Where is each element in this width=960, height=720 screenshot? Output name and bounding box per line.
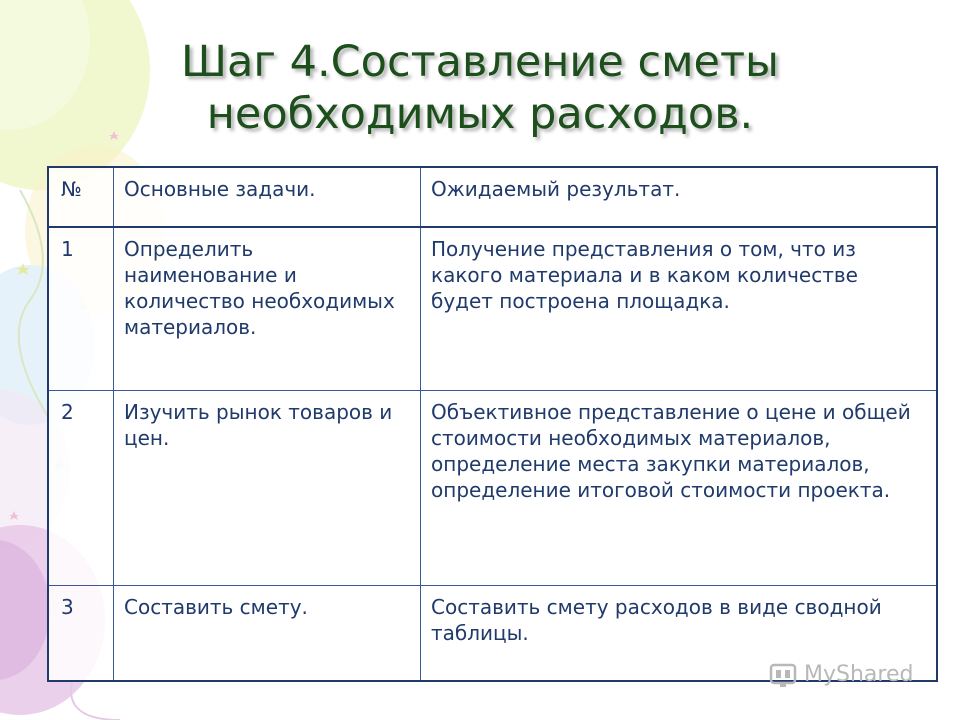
- watermark: [768, 657, 913, 691]
- row-number: 3: [48, 586, 114, 681]
- table-header-row: [48, 167, 937, 227]
- row-result: Объективное представление о цене и общей стоимости необходимых материалов, определение места закупки материалов, определение итоговой стоимости проекта.: [421, 391, 938, 586]
- row-result: Составить смету расходов в виде сводной таблицы.: [421, 586, 938, 681]
- table-row: [48, 227, 937, 391]
- slide-title-line-2: необходимых расходов.: [206, 89, 754, 139]
- row-task: Составить смету.: [114, 586, 421, 681]
- watermark-text: MyShared: [804, 661, 914, 687]
- row-result: Получение представления о том, что из какого материала и в каком количестве будет построена площадка.: [421, 227, 938, 391]
- row-number: 1: [48, 227, 114, 391]
- header-number: №: [48, 167, 114, 227]
- header-expected-result: Ожидаемый результат.: [421, 167, 938, 227]
- slide-title: [0, 36, 960, 140]
- header-main-tasks: Основные задачи.: [114, 167, 421, 227]
- slide-title-line-1: Шаг 4.Составление сметы: [181, 37, 779, 87]
- logo-icon: [768, 659, 798, 689]
- row-task: Определить наименование и количество необходимых материалов.: [114, 227, 421, 391]
- tasks-table: [47, 166, 938, 682]
- table-row: [48, 391, 937, 586]
- row-number: 2: [48, 391, 114, 586]
- row-task: Изучить рынок товаров и цен.: [114, 391, 421, 586]
